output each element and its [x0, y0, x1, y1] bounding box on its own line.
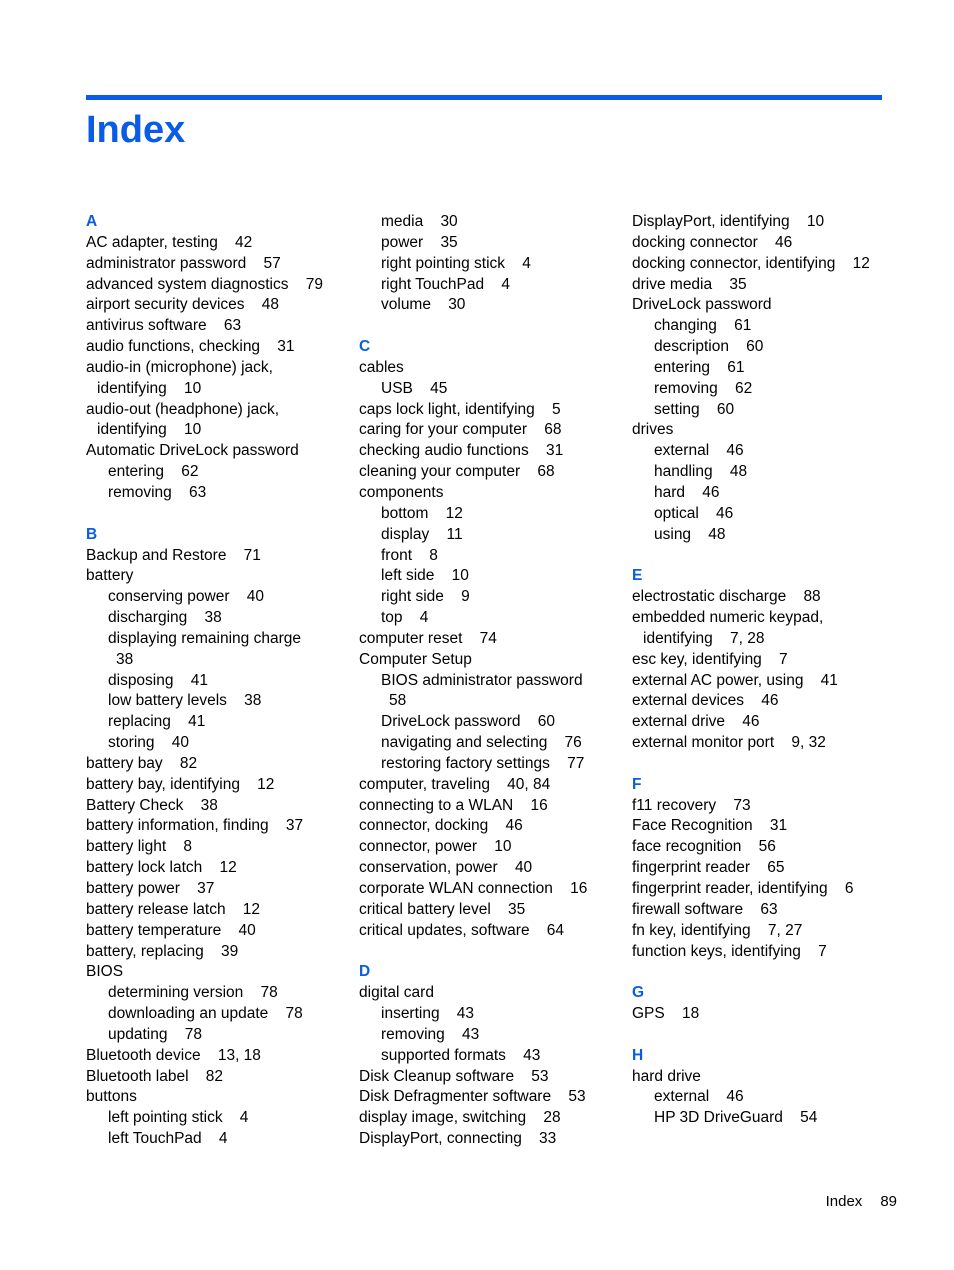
index-subentry: conserving power 40: [108, 588, 264, 606]
index-entry: audio-in (microphone) jack,: [86, 358, 273, 376]
index-entry: GPS 18: [632, 1005, 700, 1023]
page-title: Index: [86, 109, 186, 151]
index-subentry: removing 63: [108, 483, 207, 501]
index-subentry: changing 61: [654, 317, 752, 335]
index-entry: critical updates, software 64: [359, 921, 565, 939]
index-subentry: determining version 78: [108, 984, 278, 1002]
index-subentry: front 8: [381, 546, 438, 564]
section-letter: E: [632, 567, 643, 585]
index-subentry: description 60: [654, 338, 764, 356]
section-letter: D: [359, 963, 371, 981]
section-gap: [632, 754, 897, 775]
index-entry: DisplayPort, identifying 10: [632, 213, 825, 230]
index-subentry: entering 62: [108, 463, 199, 481]
index-entry: battery release latch 12: [86, 900, 261, 918]
section-letter: G: [632, 984, 645, 1002]
index-entry: audio-out (headphone) jack,: [86, 400, 280, 418]
index-entry: Bluetooth device 13, 18: [86, 1046, 261, 1064]
index-subentry: low battery levels 38: [108, 692, 262, 710]
index-subentry: disposing 41: [108, 671, 208, 689]
index-entry: corporate WLAN connection 16: [359, 880, 588, 897]
index-entry: fn key, identifying 7, 27: [632, 921, 803, 939]
index-subentry: external 46: [654, 1088, 744, 1106]
index-entry-continuation: identifying 10: [97, 421, 202, 439]
index-entry-continuation: identifying 10: [97, 379, 202, 397]
index-entry: f11 recovery 73: [632, 796, 751, 814]
section-letter: C: [359, 338, 371, 356]
index-entry: battery information, finding 37: [86, 817, 304, 835]
index-subentry: right pointing stick 4: [381, 254, 531, 272]
index-entry: battery light 8: [86, 838, 192, 856]
index-entry: administrator password 57: [86, 254, 281, 272]
footer-label: Index: [825, 1193, 863, 1210]
index-entry: Backup and Restore 71: [86, 546, 261, 564]
page-number: 89: [880, 1193, 897, 1210]
index-entry: Battery Check 38: [86, 796, 218, 814]
index-entry: drive media 35: [632, 275, 747, 293]
index-entry: AC adapter, testing 42: [86, 233, 253, 251]
index-entry: computer reset 74: [359, 629, 497, 647]
index-entry: external devices 46: [632, 692, 779, 710]
section-gap: [359, 316, 624, 337]
index-subentry: left side 10: [381, 567, 469, 585]
index-subentry: BIOS administrator password: [381, 671, 583, 689]
index-entry: DisplayPort, connecting 33: [359, 1130, 557, 1148]
index-entry: drives: [632, 421, 674, 439]
index-entry: antivirus software 63: [86, 317, 242, 335]
index-subentry: volume 30: [381, 296, 466, 314]
index-subentry: power 35: [381, 233, 458, 251]
index-subentry: removing 43: [381, 1025, 480, 1043]
index-entry: caring for your computer 68: [359, 421, 562, 439]
title-rule: [86, 95, 882, 100]
index-entry: computer, traveling 40, 84: [359, 775, 551, 793]
index-subentry: right TouchPad 4: [381, 275, 510, 293]
index-subentry: DriveLock password 60: [381, 713, 556, 731]
index-subentry: downloading an update 78: [108, 1005, 303, 1023]
section-letter: B: [86, 525, 98, 543]
index-subentry: navigating and selecting 76: [381, 734, 582, 752]
index-subentry: displaying remaining charge: [108, 629, 302, 647]
index-subentry: bottom 12: [381, 504, 463, 522]
index-subentry: replacing 41: [108, 713, 206, 731]
index-entry: display image, switching 28: [359, 1109, 561, 1127]
index-entry: connector, power 10: [359, 838, 512, 856]
index-entry: checking audio functions 31: [359, 442, 564, 460]
index-entry: hard drive: [632, 1067, 701, 1085]
index-entry: cleaning your computer 68: [359, 463, 555, 481]
index-subentry: top 4: [381, 609, 429, 627]
index-entry: electrostatic discharge 88: [632, 588, 821, 606]
section-letter: A: [86, 213, 98, 230]
index-entry: fingerprint reader, identifying 6: [632, 880, 854, 897]
index-entry: Automatic DriveLock password: [86, 442, 299, 460]
index-subentry: discharging 38: [108, 609, 222, 627]
index-entry: esc key, identifying 7: [632, 650, 788, 668]
index-column-1: [86, 212, 351, 1150]
index-subentry: right side 9: [381, 588, 470, 606]
section-gap: [632, 962, 897, 983]
index-entry: battery lock latch 12: [86, 859, 237, 877]
section-gap: [632, 546, 897, 567]
index-subentry: restoring factory settings 77: [381, 754, 585, 772]
index-entry: battery, replacing 39: [86, 942, 239, 960]
index-subentry: updating 78: [108, 1025, 202, 1043]
index-entry: battery: [86, 567, 134, 585]
index-entry: connector, docking 46: [359, 817, 523, 835]
index-subentry-continuation: 38: [116, 650, 134, 668]
index-entry: critical battery level 35: [359, 900, 526, 918]
index-entry: fingerprint reader 65: [632, 859, 785, 877]
index-entry: Computer Setup: [359, 650, 472, 668]
index-entry: audio functions, checking 31: [86, 338, 295, 356]
index-subentry: inserting 43: [381, 1005, 475, 1023]
index-entry: Disk Defragmenter software 53: [359, 1088, 586, 1106]
index-subentry: using 48: [654, 525, 726, 543]
index-entry: DriveLock password: [632, 296, 772, 314]
index-subentry: handling 48: [654, 463, 748, 481]
index-subentry: setting 60: [654, 400, 735, 418]
index-subentry: optical 46: [654, 504, 734, 522]
index-entry: external AC power, using 41: [632, 671, 838, 689]
index-entry: battery temperature 40: [86, 921, 256, 939]
index-subentry: display 11: [381, 525, 463, 543]
index-subentry: USB 45: [381, 379, 448, 397]
index-entry: conservation, power 40: [359, 859, 533, 877]
index-entry: docking connector 46: [632, 233, 793, 251]
index-subentry: hard 46: [654, 483, 720, 501]
index-entry: caps lock light, identifying 5: [359, 400, 561, 418]
index-entry: face recognition 56: [632, 838, 776, 856]
section-gap: [632, 1025, 897, 1046]
page-footer: [826, 1192, 897, 1212]
index-subentry: supported formats 43: [381, 1046, 541, 1064]
index-entry: Face Recognition 31: [632, 817, 788, 835]
index-subentry: external 46: [654, 442, 744, 460]
index-entry: components: [359, 483, 444, 501]
index-entry: Disk Cleanup software 53: [359, 1067, 549, 1085]
index-column-2: [359, 212, 624, 1150]
index-entry: airport security devices 48: [86, 296, 279, 314]
index-entry: firewall software 63: [632, 900, 778, 918]
section-letter: H: [632, 1046, 644, 1064]
index-subentry: storing 40: [108, 734, 189, 752]
section-gap: [86, 504, 351, 525]
index-entry: external drive 46: [632, 713, 760, 731]
index-subentry: entering 61: [654, 358, 745, 376]
section-gap: [359, 942, 624, 963]
index-entry: BIOS: [86, 963, 124, 981]
index-entry: battery power 37: [86, 880, 215, 897]
index-entry: external monitor port 9, 32: [632, 734, 826, 752]
index-subentry: HP 3D DriveGuard 54: [654, 1109, 818, 1127]
index-subentry-continuation: 58: [389, 692, 407, 710]
index-entry: buttons: [86, 1088, 137, 1106]
index-subentry: left pointing stick 4: [108, 1109, 249, 1127]
index-subentry: media 30: [381, 213, 458, 230]
index-entry: advanced system diagnostics 79: [86, 275, 323, 293]
index-subentry: removing 62: [654, 379, 753, 397]
index-entry: cables: [359, 358, 404, 376]
index-entry: Bluetooth label 82: [86, 1067, 224, 1085]
index-entry: digital card: [359, 984, 434, 1002]
index-entry: connecting to a WLAN 16: [359, 796, 548, 814]
index-entry-continuation: identifying 7, 28: [643, 629, 765, 647]
index-entry: battery bay, identifying 12: [86, 775, 275, 793]
index-column-3: [632, 212, 897, 1129]
index-subentry: left TouchPad 4: [108, 1130, 228, 1148]
index-entry: battery bay 82: [86, 754, 198, 772]
index-entry: docking connector, identifying 12: [632, 254, 870, 272]
index-entry: function keys, identifying 7: [632, 942, 827, 960]
section-letter: F: [632, 775, 642, 793]
index-entry: embedded numeric keypad,: [632, 609, 824, 627]
